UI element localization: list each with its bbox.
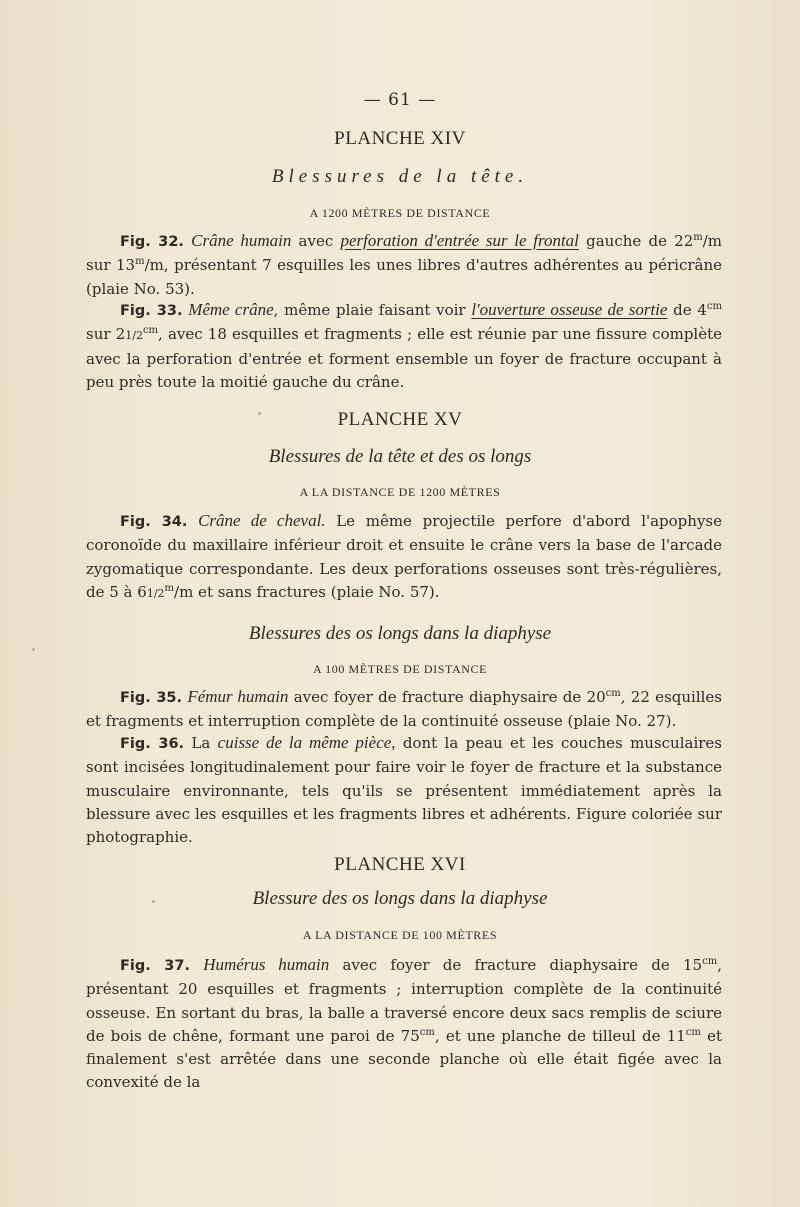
paper-speck (258, 412, 261, 415)
fig-32-paragraph (86, 229, 722, 301)
fig-33-text: , avec 18 esquilles et fragments ; elle est réunie par une fissure complète avec la perforation d'entrée et forment ensemble un foyer de fracture occupant à peu près toute la moitié gauche du crâne. (86, 325, 722, 391)
planche-xiv-title: PLANCHE XIV (334, 128, 466, 149)
fraction: 1/2 (146, 586, 165, 600)
fig-37-text: avec foyer de fracture diaphysaire de 15 (329, 956, 703, 974)
page-number: — 61 — (363, 90, 437, 110)
planche-xv-distance: A LA DISTANCE DE 1200 MÈTRES (299, 485, 501, 499)
fig-33-term: l'ouverture osseuse de sortie (471, 300, 668, 319)
fig-34-label: Fig. 34. (120, 514, 188, 530)
fig-34-text: /m et sans fractures (plaie No. 57). (174, 582, 440, 601)
fig-32-text: /m, présentant 7 esquilles les unes libres d'autres adhérentes au péricrâne (plaie No. 53). (86, 256, 722, 298)
unit-superscript: cm (702, 956, 718, 967)
unit-superscript: cm (605, 688, 621, 699)
fig-35-name: Fémur humain (187, 687, 289, 706)
fig-32-label: Fig. 32. (120, 234, 184, 250)
fig-33-paragraph (86, 298, 722, 394)
paper-speck (152, 900, 155, 903)
fig-32-term: perforation d'entrée sur le frontal (340, 231, 579, 250)
unit-superscript: cm (419, 1026, 435, 1038)
fig-32-text: avec (291, 232, 341, 250)
fraction: 1/2 (125, 329, 143, 343)
fig-33-label: Fig. 33. (120, 303, 183, 319)
planche-xv-subtitle: Blessures de la tête et des os longs (268, 446, 532, 467)
fig-35-text: avec foyer de fracture diaphysaire de 20 (288, 688, 606, 706)
fig-36-text: La (184, 734, 218, 752)
fig-32-text: gauche de 22 (578, 232, 694, 250)
fig-34-paragraph (86, 509, 722, 605)
planche-xvi-distance: A LA DISTANCE DE 100 MÈTRES (302, 928, 498, 942)
fig-35-label: Fig. 35. (120, 690, 183, 706)
planche-xvi-subtitle: Blessure des os longs dans la diaphyse (252, 888, 548, 909)
unit-superscript: cm (706, 301, 723, 312)
fig-32-text: /m sur 13 (86, 232, 723, 275)
unit-superscript: m (164, 582, 175, 594)
unit-superscript: cm (685, 1026, 701, 1038)
fig-36-label: Fig. 36. (120, 736, 185, 752)
fig-32-name: Crâne humain (191, 231, 292, 250)
fig-36-paragraph (86, 731, 722, 849)
fig-36-name: cuisse de la même pièce, (217, 733, 396, 752)
unit-superscript: m (135, 256, 145, 268)
fig-37-name: Humérus humain (203, 955, 330, 974)
planche-xiv-distance: A 1200 MÈTRES DE DISTANCE (309, 206, 491, 220)
fig-37-text: et finalement s'est arrêtée dans une seconde planche où elle était figée avec la convexité de la (86, 1026, 722, 1092)
fig-35-paragraph (86, 685, 722, 734)
planche-xv-title: PLANCHE XV (337, 409, 463, 430)
fig-37-text: , et une planche de tilleul de 11 (434, 1026, 686, 1045)
fig-37-label: Fig. 37. (120, 958, 190, 974)
fig-36-text: dont la peau et les couches musculaires sont incisées longitudinalement pour faire voir le foyer de fracture et la substance musculaire environnante, tels qu'ils se présentent immédiatement après la blessure avec les esquilles et les fragments libres et adhérents. Figure coloriée sur photographie. (86, 734, 722, 847)
fig-33-text: de 4 (667, 301, 707, 319)
planche-xvi-title: PLANCHE XVI (334, 854, 466, 875)
fig-37-paragraph (86, 953, 722, 1095)
fig-33-name: Même crâne (188, 300, 274, 319)
unit-superscript: cm (142, 325, 159, 337)
fig-35-text: , 22 esquilles et fragments et interruption complète de la continuité osseuse (plaie No. 27). (86, 688, 722, 731)
fig-34-text: Le même projectile perfore d'abord l'apophyse coronoïde du maxillaire inférieur droit et ensuite le crâne vers la base de l'arcade zygomatique correspondante. Les deux perforations osseuses sont très-régulières, de 5 à 6 (86, 512, 722, 601)
planche-xiv-subtitle: Blessures de la tête. (271, 166, 529, 187)
fig-33-text: , même plaie faisant voir (273, 301, 472, 319)
fig-37-text: , présentant 20 esquilles et fragments ; interruption complète de la continuité osseuse. En sortant du bras, la balle a traversé encore deux sacs remplis de sciure de bois de chêne, formant une paroi de 75 (86, 956, 722, 1045)
paper-speck (32, 648, 35, 651)
diaphyse-subtitle: Blessures des os longs dans la diaphyse (248, 623, 552, 644)
fig-33-text: sur 2 (86, 325, 126, 344)
diaphyse-distance: A 100 MÈTRES DE DISTANCE (312, 662, 488, 676)
fig-34-name: Crâne de cheval. (198, 511, 326, 530)
unit-superscript: m (693, 232, 703, 243)
